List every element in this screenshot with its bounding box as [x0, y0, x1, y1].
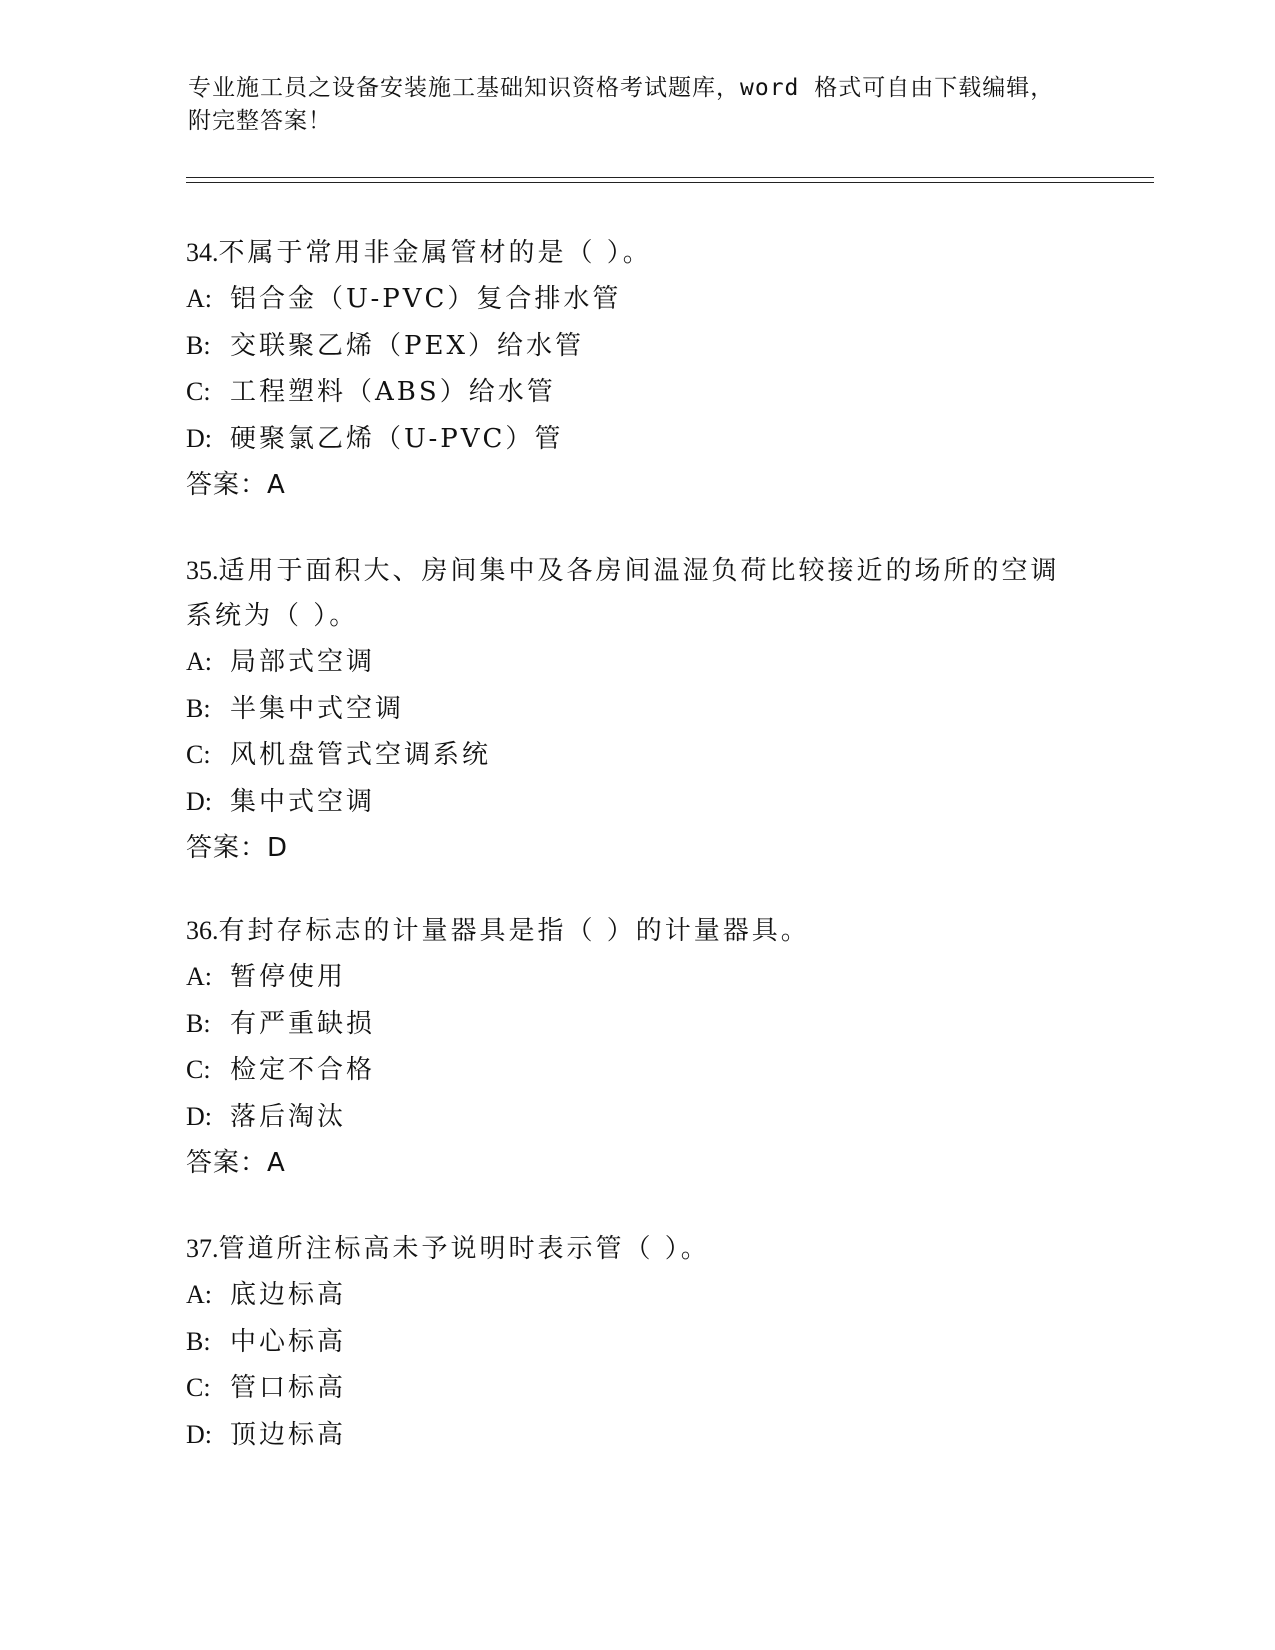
question-stem: [186, 548, 1086, 594]
option-text: 半集中式空调: [230, 693, 405, 724]
option-text: 中心标高: [230, 1326, 347, 1357]
option-text: 硬聚氯乙烯（U-PVC）管: [230, 423, 564, 454]
option-letter: D:: [186, 423, 212, 453]
answer-value: A: [267, 1148, 286, 1178]
option-letter: B:: [186, 330, 211, 360]
question-number: 34.: [186, 238, 219, 267]
option-letter: C:: [186, 1373, 211, 1402]
answer-label: 答案：: [186, 833, 268, 863]
option-letter: C:: [186, 1055, 211, 1084]
option-letter: A:: [186, 284, 212, 313]
option-d: [186, 416, 1086, 463]
document-header: [188, 72, 1068, 138]
option-text: 局部式空调: [230, 647, 376, 677]
answer-value: D: [267, 833, 289, 863]
option-c: [186, 1047, 1086, 1094]
option-letter: B:: [186, 693, 211, 723]
question-36: [186, 908, 1086, 1186]
option-c: [186, 369, 1086, 416]
option-text: 集中式空调: [230, 786, 376, 817]
option-text: 管口标高: [230, 1373, 347, 1403]
option-letter: C:: [186, 377, 211, 406]
question-37: [186, 1226, 1086, 1458]
option-b: [186, 686, 1086, 733]
option-letter: D:: [186, 1101, 212, 1131]
option-text: 交联聚乙烯（PEX）给水管: [230, 330, 584, 361]
question-text: 不属于常用非金属管材的是（ ）。: [218, 238, 652, 268]
option-letter: C:: [186, 740, 211, 769]
option-a: [186, 639, 1086, 686]
option-text: 顶边标高: [230, 1419, 347, 1450]
option-b: [186, 1319, 1086, 1366]
option-text: 风机盘管式空调系统: [230, 740, 492, 770]
option-text: 落后淘汰: [230, 1101, 347, 1132]
option-c: [186, 732, 1086, 779]
option-text: 检定不合格: [230, 1055, 376, 1085]
option-d: [186, 779, 1086, 826]
option-b: [186, 1001, 1086, 1048]
question-stem: [186, 1226, 1086, 1272]
answer-label: 答案：: [186, 470, 268, 500]
question-text: 适用于面积大、房间集中及各房间温湿负荷比较接近的场所的空调: [218, 556, 1060, 586]
header-line-2: 附完整答案！: [188, 108, 332, 134]
option-letter: B:: [186, 1008, 211, 1038]
option-a: [186, 954, 1086, 1001]
question-34: [186, 230, 1086, 508]
answer: [186, 825, 1086, 871]
header-line-1: 专业施工员之设备安装施工基础知识资格考试题库，word 格式可自由下载编辑，: [188, 75, 1055, 101]
option-text: 工程塑料（ABS）给水管: [230, 377, 556, 407]
answer-label: 答案：: [186, 1148, 268, 1178]
option-letter: A:: [186, 962, 212, 991]
option-b: [186, 323, 1086, 370]
option-d: [186, 1094, 1086, 1141]
answer-value: A: [267, 470, 286, 500]
question-number: 35.: [186, 556, 219, 585]
option-letter: B:: [186, 1326, 211, 1356]
option-letter: A:: [186, 647, 212, 676]
question-stem-continued: 系统为（ ）。: [186, 601, 359, 631]
answer: [186, 462, 1086, 508]
option-text: 底边标高: [230, 1280, 347, 1310]
option-a: [186, 276, 1086, 323]
option-letter: D:: [186, 1419, 212, 1449]
question-text: 管道所注标高未予说明时表示管（ ）。: [218, 1234, 710, 1264]
option-text: 有严重缺损: [230, 1008, 376, 1039]
answer: [186, 1140, 1086, 1186]
option-text: 铝合金（U-PVC）复合排水管: [230, 284, 622, 314]
option-c: [186, 1365, 1086, 1412]
option-letter: D:: [186, 786, 212, 816]
question-stem: [186, 230, 1086, 276]
question-text: 有封存标志的计量器具是指（ ）的计量器具。: [218, 916, 810, 946]
header-divider-top: [186, 177, 1154, 178]
question-number: 36.: [186, 916, 219, 945]
option-letter: A:: [186, 1280, 212, 1309]
question-35: [186, 548, 1086, 871]
question-number: 37.: [186, 1234, 219, 1263]
option-d: [186, 1412, 1086, 1459]
question-stem: [186, 908, 1086, 954]
option-a: [186, 1272, 1086, 1319]
header-divider-bottom: [186, 182, 1154, 183]
option-text: 暂停使用: [230, 962, 347, 992]
